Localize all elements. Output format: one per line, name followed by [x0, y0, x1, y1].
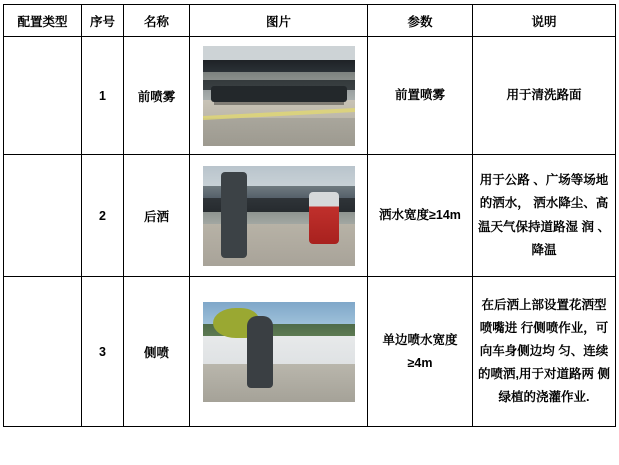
- cell-param: 洒水宽度≥14m: [368, 155, 473, 277]
- table-header: [4, 5, 616, 37]
- header-cell-param: 参数: [368, 5, 473, 37]
- cell-name: 后洒: [124, 155, 190, 277]
- header-row: [4, 5, 616, 37]
- cell-desc: 用于公路 、广场等场地的洒水， 洒水降尘、高温天气保持道路湿 润 、降温: [473, 155, 616, 277]
- table-row: [4, 155, 616, 277]
- cell-type: [4, 155, 82, 277]
- cell-name: 侧喷: [124, 277, 190, 427]
- cell-param: 单边喷水宽度 ≥4m: [368, 277, 473, 427]
- cell-image: [190, 37, 368, 155]
- cell-no: 2: [82, 155, 124, 277]
- header-cell-desc: 说明: [473, 5, 616, 37]
- cell-desc: 用于清洗路面: [473, 37, 616, 155]
- header-cell-no: 序号: [82, 5, 124, 37]
- configuration-spec-table: [3, 4, 616, 427]
- table-body: [4, 37, 616, 427]
- front-spray-photo: [203, 46, 355, 146]
- table-row: [4, 37, 616, 155]
- cell-image: [190, 277, 368, 427]
- cell-no: 1: [82, 37, 124, 155]
- header-cell-image: 图片: [190, 5, 368, 37]
- side-spray-photo: [203, 302, 355, 402]
- cell-name: 前喷雾: [124, 37, 190, 155]
- rear-sprinkler-photo: [203, 166, 355, 266]
- cell-param: 前置喷雾: [368, 37, 473, 155]
- header-cell-name: 名称: [124, 5, 190, 37]
- header-cell-type: 配置类型: [4, 5, 82, 37]
- document-page: [0, 4, 619, 465]
- cell-type: [4, 37, 82, 155]
- cell-no: 3: [82, 277, 124, 427]
- table-row: [4, 277, 616, 427]
- cell-image: [190, 155, 368, 277]
- cell-desc: 在后洒上部设置花洒型喷嘴进 行侧喷作业，可向车身侧边均 匀、连续的喷洒,用于对道路两 侧绿植的浇灌作业.: [473, 277, 616, 427]
- cell-type: [4, 277, 82, 427]
